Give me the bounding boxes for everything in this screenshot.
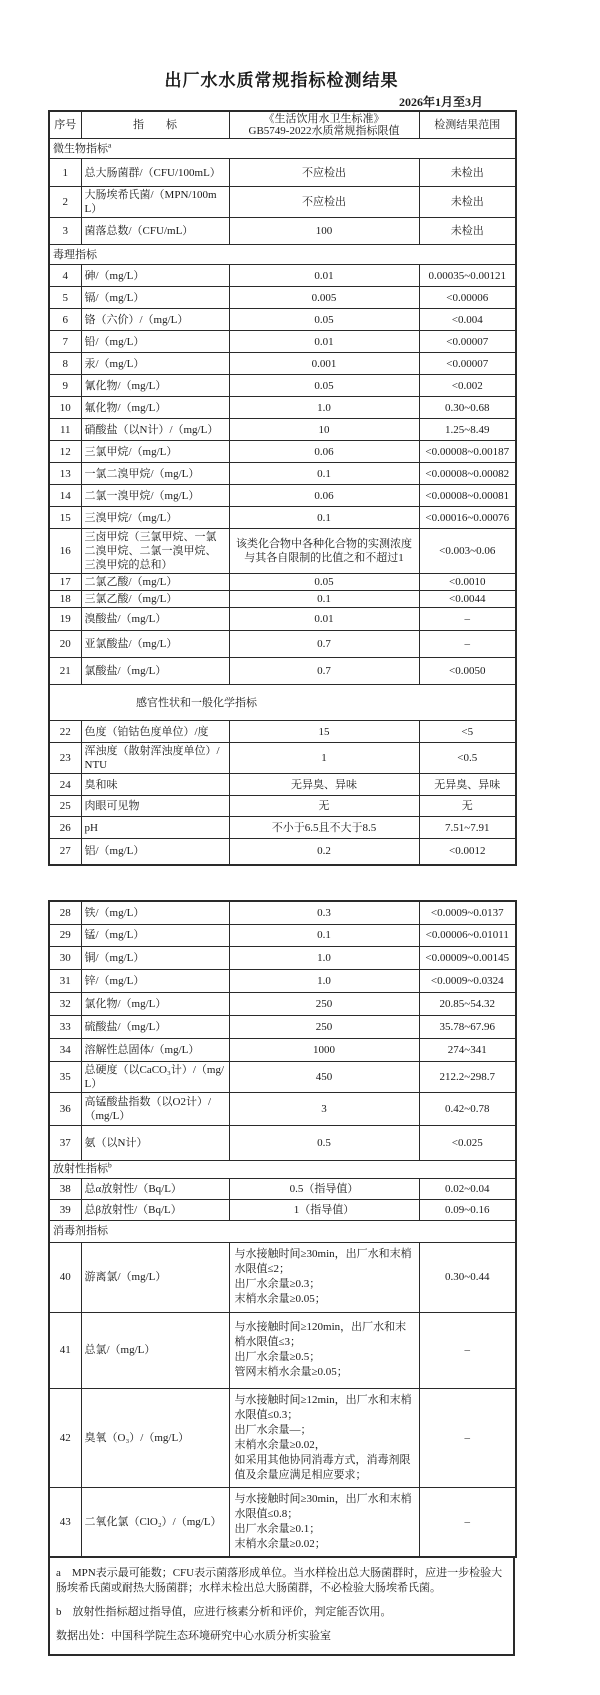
indicator-name: 游离氯/（mg/L） [81, 1242, 229, 1312]
indicator-name: 氯化物/（mg/L） [81, 992, 229, 1015]
limit-value: 0.001 [229, 353, 419, 375]
table-row [49, 287, 516, 309]
indicator-name: 汞/（mg/L） [81, 353, 229, 375]
limit-value: 不应检出 [229, 159, 419, 187]
row-no: 31 [49, 969, 81, 992]
results-table-page1-block [48, 110, 515, 866]
limit-value: 3 [229, 1092, 419, 1125]
row-no: 18 [49, 591, 81, 608]
table-row [49, 1125, 516, 1160]
result-range: 0.30~0.68 [419, 397, 516, 419]
column-header-indicator: 指 标 [81, 111, 229, 139]
row-no: 27 [49, 839, 81, 865]
result-range: <0.5 [419, 743, 516, 774]
indicator-name: 二氯一溴甲烷/（mg/L） [81, 485, 229, 507]
result-range: – [419, 631, 516, 658]
limit-value: 10 [229, 419, 419, 441]
limit-value: 无 [229, 796, 419, 817]
indicator-name: 镉/（mg/L） [81, 287, 229, 309]
limit-line: 末梢水余量≥0.02， [234, 1438, 326, 1451]
limit-header-line2: GB5749-2022水质常规指标限值 [248, 125, 400, 137]
result-range: 7.51~7.91 [419, 817, 516, 839]
result-range: 无 [419, 796, 516, 817]
result-range: <0.0012 [419, 839, 516, 865]
limit-value: 0.5 [229, 1125, 419, 1160]
indicator-name: 大肠埃希氏菌/（MPN/100mL） [81, 187, 229, 218]
table-row [49, 969, 516, 992]
result-range: <0.00008~0.00081 [419, 485, 516, 507]
result-range: <0.00016~0.00076 [419, 507, 516, 529]
result-range: 无异臭、异味 [419, 774, 516, 796]
limit-value [229, 1242, 419, 1312]
footnote-marker: b [108, 1160, 112, 1170]
limit-value: 450 [229, 1061, 419, 1092]
limit-value: 1.0 [229, 946, 419, 969]
row-no: 33 [49, 1015, 81, 1038]
result-range: <5 [419, 721, 516, 743]
result-range: 212.2~298.7 [419, 1061, 516, 1092]
limit-value: 0.005 [229, 287, 419, 309]
row-no: 12 [49, 441, 81, 463]
section-header: 毒理指标 [49, 245, 516, 265]
result-range: 0.30~0.44 [419, 1242, 516, 1312]
row-no: 14 [49, 485, 81, 507]
table-row [49, 187, 516, 218]
column-header-no: 序号 [49, 111, 81, 139]
results-table-page1 [48, 110, 517, 866]
indicator-name: 锌/（mg/L） [81, 969, 229, 992]
table-row [49, 218, 516, 245]
result-range: <0.004 [419, 309, 516, 331]
indicator-name: 氰化物/（mg/L） [81, 375, 229, 397]
footnote-b: b 放射性指标超过指导值，应进行核素分析和评价，判定能否饮用。 [56, 1605, 392, 1618]
indicator-name: 总β放射性/（Bq/L） [81, 1199, 229, 1220]
limit-value: 1（指导值） [229, 1199, 419, 1220]
row-no: 2 [49, 187, 81, 218]
row-no: 19 [49, 608, 81, 631]
table-row [49, 658, 516, 685]
indicator-name: 氟化物/（mg/L） [81, 397, 229, 419]
table-row [49, 992, 516, 1015]
section-row [49, 1160, 516, 1178]
table-row [49, 1312, 516, 1388]
table-row [49, 507, 516, 529]
table-row [49, 721, 516, 743]
indicator-name: 臭和味 [81, 774, 229, 796]
section-row [49, 139, 516, 159]
result-range: <0.0009~0.0324 [419, 969, 516, 992]
row-no: 22 [49, 721, 81, 743]
column-header-limit [229, 111, 419, 139]
table-row [49, 574, 516, 591]
limit-line: 末梢水余量≥0.05； [234, 1293, 326, 1305]
limit-value: 250 [229, 992, 419, 1015]
row-no: 39 [49, 1199, 81, 1220]
limit-value: 0.1 [229, 924, 419, 946]
indicator-name: 溶解性总固体/（mg/L） [81, 1038, 229, 1061]
row-no: 3 [49, 218, 81, 245]
section-row [49, 245, 516, 265]
limit-value: 0.06 [229, 441, 419, 463]
row-no: 29 [49, 924, 81, 946]
row-no: 35 [49, 1061, 81, 1092]
table-row [49, 901, 516, 924]
limit-value: 0.01 [229, 331, 419, 353]
table-row [49, 1038, 516, 1061]
result-range: <0.0009~0.0137 [419, 901, 516, 924]
limit-line: 出厂水余量≥0.1； [234, 1522, 321, 1535]
result-range: <0.0010 [419, 574, 516, 591]
footnote-marker: a [108, 139, 112, 149]
table-row [49, 1242, 516, 1312]
table-row [49, 159, 516, 187]
result-range: 1.25~8.49 [419, 419, 516, 441]
indicator-name: 色度（铂钴色度单位）/度 [81, 721, 229, 743]
indicator-name: 臭氧（O₃）/（mg/L） [81, 1388, 229, 1487]
limit-value: 1 [229, 743, 419, 774]
indicator-name: 总大肠菌群/（CFU/100mL） [81, 159, 229, 187]
limit-value: 0.05 [229, 375, 419, 397]
result-range: <0.00009~0.00145 [419, 946, 516, 969]
table-row [49, 375, 516, 397]
table-row [49, 743, 516, 774]
result-range: <0.00006~0.01011 [419, 924, 516, 946]
indicator-name: 三溴甲烷/（mg/L） [81, 507, 229, 529]
limit-value: 100 [229, 218, 419, 245]
row-no: 11 [49, 419, 81, 441]
table-row [49, 1061, 516, 1092]
indicator-name: 锰/（mg/L） [81, 924, 229, 946]
table-row [49, 529, 516, 574]
limit-value: 1000 [229, 1038, 419, 1061]
limit-value: 0.7 [229, 631, 419, 658]
indicator-name: 二氯乙酸/（mg/L） [81, 574, 229, 591]
row-no: 10 [49, 397, 81, 419]
row-no: 5 [49, 287, 81, 309]
row-no: 8 [49, 353, 81, 375]
row-no: 28 [49, 901, 81, 924]
result-range: 274~341 [419, 1038, 516, 1061]
table-row [49, 924, 516, 946]
indicator-name: 铁/（mg/L） [81, 901, 229, 924]
row-no: 6 [49, 309, 81, 331]
row-no: 7 [49, 331, 81, 353]
table-row [49, 817, 516, 839]
table-header-row [49, 111, 516, 139]
result-range: 20.85~54.32 [419, 992, 516, 1015]
limit-line: 出厂水余量—； [234, 1423, 312, 1436]
table-row [49, 1092, 516, 1125]
result-range: <0.0044 [419, 591, 516, 608]
indicator-name: 三氯甲烷/（mg/L） [81, 441, 229, 463]
indicator-name: 三卤甲烷（三氯甲烷、一氯二溴甲烷、二氯一溴甲烷、三溴甲烷的总和） [81, 529, 229, 574]
table-row [49, 1178, 516, 1199]
row-no: 21 [49, 658, 81, 685]
limit-value: 0.1 [229, 463, 419, 485]
row-no: 13 [49, 463, 81, 485]
result-range: – [419, 608, 516, 631]
limit-line: 如采用其他协同消毒方式，消毒剂限值及余量应满足相应要求； [234, 1453, 411, 1481]
table-row [49, 1199, 516, 1220]
row-no: 9 [49, 375, 81, 397]
limit-value: 1.0 [229, 397, 419, 419]
result-range: <0.00006 [419, 287, 516, 309]
indicator-name: 三氯乙酸/（mg/L） [81, 591, 229, 608]
row-no: 38 [49, 1178, 81, 1199]
result-range: 未检出 [419, 187, 516, 218]
result-range: <0.002 [419, 375, 516, 397]
table-row [49, 419, 516, 441]
section-row [49, 685, 516, 721]
indicator-name: 一氯二溴甲烷/（mg/L） [81, 463, 229, 485]
limit-value: 0.1 [229, 507, 419, 529]
limit-line: 管网末梢水余量≥0.05； [234, 1366, 348, 1378]
section-header: 感官性状和一般化学指标 [49, 685, 516, 721]
row-no: 30 [49, 946, 81, 969]
limit-line: 与水接触时间≥12min，出厂水和末梢水限值≤0.3； [234, 1393, 412, 1421]
indicator-name: 砷/（mg/L） [81, 265, 229, 287]
table-row [49, 485, 516, 507]
row-no: 16 [49, 529, 81, 574]
row-no: 41 [49, 1312, 81, 1388]
limit-value: 0.05 [229, 574, 419, 591]
table-row [49, 441, 516, 463]
limit-value [229, 1388, 419, 1487]
row-no: 40 [49, 1242, 81, 1312]
indicator-name: 铅/（mg/L） [81, 331, 229, 353]
limit-line: 与水接触时间≥120min，出厂水和末梢水限值≤3； [234, 1321, 407, 1348]
table-row [49, 839, 516, 865]
table-row [49, 591, 516, 608]
row-no: 26 [49, 817, 81, 839]
row-no: 36 [49, 1092, 81, 1125]
result-range: – [419, 1487, 516, 1557]
limit-value: 0.3 [229, 901, 419, 924]
data-source: 数据出处：中国科学院生态环境研究中心水质分析实验室 [56, 1629, 331, 1642]
indicator-name: 铬（六价）/（mg/L） [81, 309, 229, 331]
table-row [49, 1487, 516, 1557]
table-row [49, 1015, 516, 1038]
results-table-page2-block [48, 900, 515, 1656]
limit-value [229, 1312, 419, 1388]
table-row [49, 608, 516, 631]
result-range: <0.00008~0.00082 [419, 463, 516, 485]
limit-line: 出厂水余量≥0.3； [234, 1278, 321, 1290]
table-row [49, 309, 516, 331]
result-range: 0.02~0.04 [419, 1178, 516, 1199]
limit-line: 与水接触时间≥30min，出厂水和末梢水限值≤2； [234, 1248, 412, 1275]
limit-value: 250 [229, 1015, 419, 1038]
row-no: 4 [49, 265, 81, 287]
limit-value: 该类化合物中各种化合物的实测浓度与其各自限制的比值之和不超过1 [229, 529, 419, 574]
result-range: 0.00035~0.00121 [419, 265, 516, 287]
section-header: 放射性指标$^b$ [49, 1160, 516, 1178]
indicator-name: 总硬度（以CaCO₃计）/（mg/L） [81, 1061, 229, 1092]
limit-value: 0.01 [229, 265, 419, 287]
result-range: <0.025 [419, 1125, 516, 1160]
page-title: 出厂水水质常规指标检测结果 [164, 71, 399, 90]
indicator-name: 氨（以N计） [81, 1125, 229, 1160]
indicator-name: 高锰酸盐指数（以O2计）/（mg/L） [81, 1092, 229, 1125]
limit-line: 末梢水余量≥0.02； [234, 1537, 326, 1550]
row-no: 34 [49, 1038, 81, 1061]
limit-value: 0.01 [229, 608, 419, 631]
indicator-name: 硫酸盐/（mg/L） [81, 1015, 229, 1038]
row-no: 32 [49, 992, 81, 1015]
row-no: 15 [49, 507, 81, 529]
limit-value: 不应检出 [229, 187, 419, 218]
result-range: 0.09~0.16 [419, 1199, 516, 1220]
row-no: 20 [49, 631, 81, 658]
limit-value: 0.06 [229, 485, 419, 507]
result-range: 未检出 [419, 159, 516, 187]
table-row [49, 631, 516, 658]
result-range: <0.003~0.06 [419, 529, 516, 574]
table-row [49, 946, 516, 969]
table-row [49, 1388, 516, 1487]
indicator-name: 二氧化氯（ClO₂）/（mg/L） [81, 1487, 229, 1557]
indicator-name: 肉眼可见物 [81, 796, 229, 817]
row-no: 24 [49, 774, 81, 796]
indicator-name: 溴酸盐/（mg/L） [81, 608, 229, 631]
indicator-name: 菌落总数/（CFU/mL） [81, 218, 229, 245]
results-table-page2 [48, 900, 517, 1558]
table-row [49, 265, 516, 287]
row-no: 17 [49, 574, 81, 591]
limit-value: 0.05 [229, 309, 419, 331]
result-range: 未检出 [419, 218, 516, 245]
limit-value: 不小于6.5且不大于8.5 [229, 817, 419, 839]
result-range: 35.78~67.96 [419, 1015, 516, 1038]
row-no: 37 [49, 1125, 81, 1160]
indicator-name: 浑浊度（散射浑浊度单位）/NTU [81, 743, 229, 774]
table-row [49, 796, 516, 817]
limit-header-line1: 《生活饮用水卫生标准》 [263, 113, 385, 125]
result-range: <0.00007 [419, 353, 516, 375]
row-no: 43 [49, 1487, 81, 1557]
table-row [49, 463, 516, 485]
row-no: 1 [49, 159, 81, 187]
limit-line: 出厂水余量≥0.5； [234, 1351, 321, 1363]
section-header: 微生物指标$^a$ [49, 139, 516, 159]
indicator-name: 氯酸盐/（mg/L） [81, 658, 229, 685]
section-header: 消毒剂指标 [49, 1220, 516, 1242]
result-range: – [419, 1388, 516, 1487]
footnote-a: a MPN表示最可能数；CFU表示菌落形成单位。当水样检出总大肠菌群时，应进一步检验大肠埃希氏菌或耐热大肠菌群；水样未检出总大肠菌群，不必检验大肠埃希氏菌。 [56, 1566, 503, 1594]
row-no: 42 [49, 1388, 81, 1487]
limit-value: 0.5（指导值） [229, 1178, 419, 1199]
limit-value: 1.0 [229, 969, 419, 992]
result-range: <0.0050 [419, 658, 516, 685]
indicator-name: 总氯/（mg/L） [81, 1312, 229, 1388]
limit-value: 0.1 [229, 591, 419, 608]
row-no: 23 [49, 743, 81, 774]
limit-value: 0.7 [229, 658, 419, 685]
result-range: 0.42~0.78 [419, 1092, 516, 1125]
table-row [49, 331, 516, 353]
row-no: 25 [49, 796, 81, 817]
indicator-name: pH [81, 817, 229, 839]
result-range: <0.00008~0.00187 [419, 441, 516, 463]
indicator-name: 硝酸盐（以N计）/（mg/L） [81, 419, 229, 441]
limit-value: 无异臭、异味 [229, 774, 419, 796]
limit-value: 0.2 [229, 839, 419, 865]
limit-value [229, 1487, 419, 1557]
limit-value: 15 [229, 721, 419, 743]
indicator-name: 铜/（mg/L） [81, 946, 229, 969]
indicator-name: 总α放射性/（Bq/L） [81, 1178, 229, 1199]
limit-line: 与水接触时间≥30min，出厂水和末梢水限值≤0.8； [234, 1492, 412, 1520]
table-row [49, 397, 516, 419]
indicator-name: 铝/（mg/L） [81, 839, 229, 865]
result-range: <0.00007 [419, 331, 516, 353]
result-range: – [419, 1312, 516, 1388]
column-header-result: 检测结果范围 [419, 111, 516, 139]
footnotes-box [48, 1558, 515, 1656]
indicator-name: 亚氯酸盐/（mg/L） [81, 631, 229, 658]
report-period: 2026年1月至3月 [398, 95, 483, 109]
table-row [49, 774, 516, 796]
section-row [49, 1220, 516, 1242]
table-row [49, 353, 516, 375]
